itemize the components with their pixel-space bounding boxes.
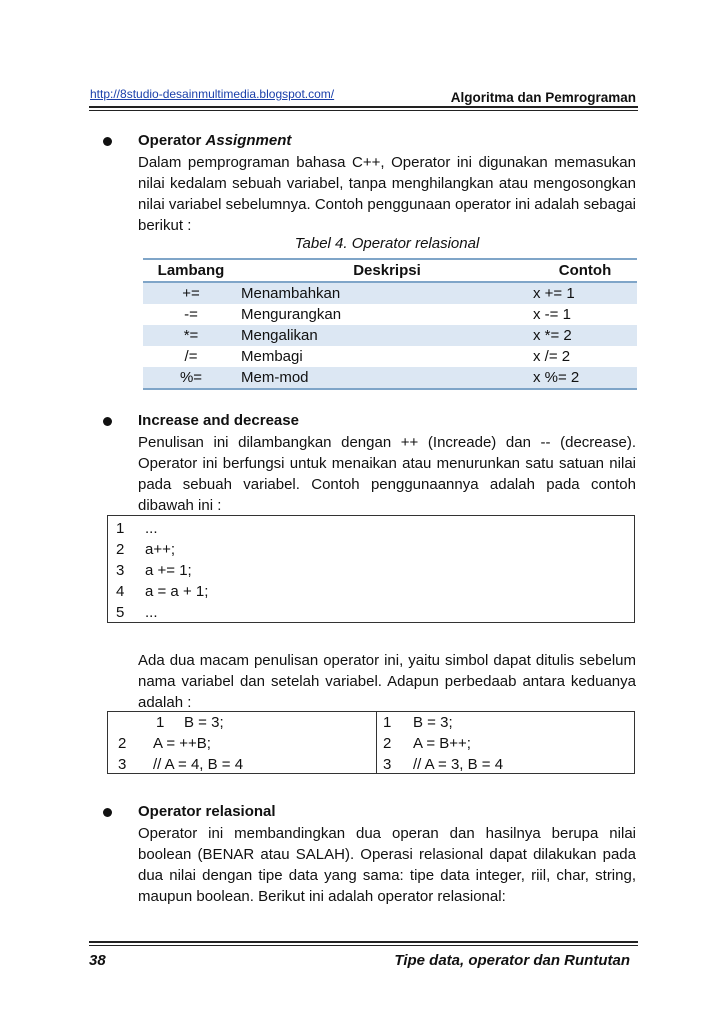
- header-url-link[interactable]: http://8studio-desainmultimedia.blogspot.com/: [90, 87, 335, 101]
- code-line-text: B = 3;: [413, 714, 453, 731]
- code-line-number: 4: [116, 583, 125, 600]
- code-line-number: 3: [118, 756, 127, 773]
- code-line: [377, 712, 634, 733]
- table-cell-symbol: -=: [184, 306, 198, 323]
- code-line: [377, 754, 634, 775]
- relational-paragraph: Operator ini membandingkan dua operan dan hasilnya berupa nilai boolean (BENAR atau SALAH). Operasi relasional dapat dilakukan pada dua nilai dengan tipe data yang sama: tipe data integer, riil, char, string, maupun boolean. Berikut ini adalah operator relasional:: [138, 825, 636, 905]
- code-block-increment: [107, 515, 635, 623]
- table-cell-example: x *= 2: [533, 327, 572, 344]
- code-line: [108, 518, 634, 539]
- code-line-text: A = ++B;: [153, 735, 211, 752]
- footer-rule-thin: [89, 945, 638, 946]
- code-line-text: ...: [145, 604, 158, 621]
- table-cell-description: Mengalikan: [241, 327, 318, 344]
- code-line-text: B = 3;: [184, 714, 224, 731]
- code-line: [108, 539, 634, 560]
- code-line-number: 1: [116, 520, 125, 537]
- table-header-row: [143, 259, 637, 282]
- increase-paragraph: Penulisan ini dilambangkan dengan ++ (Increade) dan -- (decrease). Operator ini berfungsi untuk menaikan atau menurunkan satu satuan nilai pada sebuah variabel. Contoh penggunaannya adalah pada contoh dibawah ini :: [138, 434, 636, 514]
- code-line-number: 1: [383, 714, 392, 731]
- code-line-number: 3: [116, 562, 125, 579]
- section-title-increase-decrease: Increase and decrease: [138, 412, 299, 429]
- bullet-icon: [103, 417, 112, 426]
- table-cell-description: Membagi: [241, 348, 303, 365]
- code-line-text: // A = 4, B = 4: [153, 756, 244, 773]
- table-cell-description: Menambahkan: [241, 285, 341, 302]
- section-title-plain: Operator: [138, 132, 202, 149]
- code-line: [108, 733, 376, 754]
- table-cell-description: Mengurangkan: [241, 306, 342, 323]
- code-line-number: 2: [116, 541, 125, 558]
- table-caption: Tabel 4. Operator relasional: [294, 235, 480, 252]
- code-line-number: 2: [118, 735, 127, 752]
- section-title-assignment: [138, 132, 291, 149]
- table-cell-symbol: *=: [183, 327, 199, 344]
- code-line: [108, 602, 634, 623]
- code-line-text: // A = 3, B = 4: [413, 756, 504, 773]
- code-line: [108, 754, 376, 775]
- code-line-text: a += 1;: [145, 562, 192, 579]
- bullet-icon: [103, 137, 112, 146]
- code-line-number: 1: [156, 714, 165, 731]
- page-number: 38: [89, 952, 106, 969]
- code-line-text: ...: [145, 520, 158, 537]
- code-line-number: 5: [116, 604, 125, 621]
- table-cell-description: Mem-mod: [241, 369, 309, 386]
- code-line-text: a = a + 1;: [145, 583, 209, 600]
- header-rule: [89, 106, 638, 108]
- footer-title: Tipe data, operator dan Runtutan: [394, 952, 630, 969]
- assignment-paragraph: Dalam pemprograman bahasa C++, Operator ini digunakan memasukan nilai kedalam sebuah variabel, tanpa menghilangkan atau mengosongkan nilai variabel sebelumnya. Contoh penggunaan operator ini adalah sebagai berikut :: [138, 154, 636, 234]
- table-header-symbol: Lambang: [157, 262, 225, 279]
- code-line: [377, 733, 634, 754]
- code-line: [108, 560, 634, 581]
- table-cell-example: x -= 1: [533, 306, 571, 323]
- table-cell-example: x /= 2: [533, 348, 571, 365]
- code-block-postfix: [376, 711, 635, 774]
- table-cell-symbol: +=: [182, 285, 200, 302]
- table-row: [143, 346, 637, 367]
- table-header-example: Contoh: [558, 262, 612, 279]
- table-cell-example: x += 1: [533, 285, 575, 302]
- footer-rule: [89, 941, 638, 943]
- table-cell-symbol: /=: [184, 348, 198, 365]
- code-line-text: A = B++;: [413, 735, 471, 752]
- code-block-prefix: [107, 711, 377, 774]
- table-row: [143, 304, 637, 325]
- header-rule-thin: [89, 110, 638, 111]
- table-row: [143, 367, 637, 389]
- bullet-icon: [103, 808, 112, 817]
- table-header-description: Deskripsi: [353, 262, 421, 279]
- code-line: [108, 712, 376, 733]
- table-row: [143, 325, 637, 346]
- header-title: Algoritma dan Pemrograman: [450, 90, 636, 105]
- table-cell-symbol: %=: [179, 369, 203, 386]
- section-title-italic: Assignment: [205, 132, 292, 149]
- code-line-number: 3: [383, 756, 392, 773]
- code-line-text: a++;: [145, 541, 176, 558]
- increase-paragraph-2: Ada dua macam penulisan operator ini, yaitu simbol dapat ditulis sebelum nama variabel dan setelah variabel. Adapun perbedaab antara keduanya adalah :: [138, 652, 636, 711]
- code-line: [108, 581, 634, 602]
- table-cell-example: x %= 2: [533, 369, 580, 386]
- code-line-number: 2: [383, 735, 392, 752]
- table-row: [143, 282, 637, 304]
- section-title-relational: Operator relasional: [138, 803, 276, 820]
- assignment-operator-table: [143, 258, 637, 390]
